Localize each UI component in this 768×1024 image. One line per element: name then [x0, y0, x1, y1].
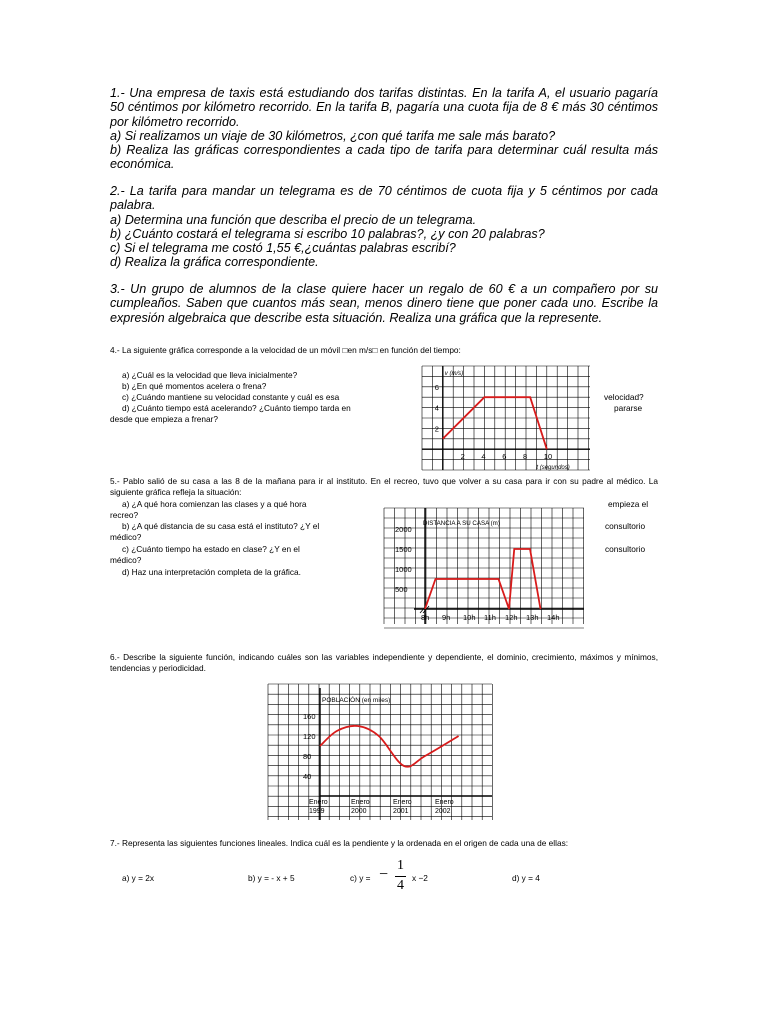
problem-2-a: a) Determina una función que describa el precio de un telegrama.	[110, 212, 477, 227]
fraction-numerator: 1	[397, 858, 404, 873]
x-tick-label: 8	[523, 452, 528, 462]
problem-4-d-end: pararse	[614, 403, 643, 413]
x-axis-label: t (segundos)	[536, 465, 570, 472]
problem-5-b: b) ¿A qué distancia de su casa está el instituto? ¿Y el	[122, 521, 320, 531]
x-tick-label: Enero 2000	[351, 799, 370, 815]
y-tick-label: 120	[303, 732, 316, 741]
function-a: a) y = 2x	[122, 873, 155, 883]
y-tick-label: 2	[434, 424, 439, 434]
problem-5-a-end: empieza el	[608, 499, 649, 509]
problem-4-c: c) ¿Cuándo mantiene su velocidad constante y cuál es esa	[122, 392, 340, 402]
problem-2-intro: 2.- La tarifa para mandar un telegrama es de 70 céntimos de cuota fija y 5 céntimos por cada palabra.	[110, 184, 658, 213]
problem-5-d: d) Haz una interpretación completa de la gráfica.	[122, 567, 301, 577]
problem-5-b-end: consultorio	[605, 521, 646, 531]
y-axis-label: POBLACIÓN (en miles)	[322, 697, 391, 704]
problem-1	[110, 86, 658, 172]
function-c-rest: x −2	[412, 873, 428, 883]
y-tick-label: 80	[303, 752, 312, 761]
x-tick-label: 8h	[421, 613, 430, 622]
problem-4-b: b) ¿En qué momentos acelera o frena?	[122, 381, 267, 391]
velocity-chart	[422, 366, 590, 470]
population-chart	[268, 684, 492, 820]
problem-6: 6.- Describe la siguiente función, indicando cuáles son las variables independiente y dependiente, el dominio, crecimiento, máximos y mínimos, tendencias y periodicidad.	[110, 652, 658, 673]
fraction-denominator: 4	[397, 878, 404, 893]
problem-3: 3.- Un grupo de alumnos de la clase quiere hacer un regalo de 60 € a un compañero por su cumpleaños. Saben que cuantos más sean, menos dinero tiene que poner cada uno. Escribe la expresión algebraica que describe esta situación. Realiza una gráfica que la represente.	[110, 282, 658, 325]
problem-4-c-end: velocidad?	[604, 392, 644, 402]
x-tick-label: 10	[543, 452, 553, 462]
problem-4-a: a) ¿Cuál es la velocidad que lleva inicialmente?	[122, 370, 298, 380]
function-d: d) y = 4	[512, 873, 540, 883]
fraction-bar	[395, 876, 406, 877]
problem-5-b-cont: médico?	[110, 532, 142, 542]
x-tick-label: Enero 1999	[309, 799, 328, 815]
problem-4-title: 4.- La siguiente gráfica corresponde a la velocidad de un móvil □en m/s□ en función del tiempo:	[110, 345, 461, 355]
problem-1-intro: 1.- Una empresa de taxis está estudiando dos tarifas distintas. En la tarifa A, el usuario pagaría 50 céntimos por kilómetro recorrido. En la tarifa B, pagaría una cuota fija de 8 € más 30 céntimos por kilómetro recorrido.	[110, 86, 658, 129]
problem-5-c: c) ¿Cuánto tiempo ha estado en clase? ¿Y en el	[122, 544, 300, 554]
y-tick-label: 40	[303, 772, 312, 781]
y-tick-label: 1500	[395, 545, 412, 554]
problem-2-d: d) Realiza la gráfica correspondiente.	[110, 255, 319, 270]
problem-2	[110, 184, 658, 270]
problem-2-b: b) ¿Cuánto costará el telegrama si escribo 10 palabras?, ¿y con 20 palabras?	[110, 226, 545, 241]
problem-1-b: b) Realiza las gráficas correspondientes a cada tipo de tarifa para determinar cuál resulta más económica.	[110, 143, 658, 172]
population-curve	[320, 726, 459, 767]
x-tick-label: 10h	[463, 613, 476, 622]
distance-chart	[384, 508, 584, 624]
x-tick-label: 2	[460, 452, 465, 462]
y-tick-label: 4	[434, 403, 439, 413]
y-tick-label: 2000	[395, 525, 412, 534]
x-tick-label: 13h	[526, 613, 539, 622]
y-axis-label: v (m/s)	[444, 371, 464, 377]
problem-5-intro: 5.- Pablo salió de su casa a las 8 de la mañana para ir al instituto. En el recreo, tuvo que volver a su casa para ir con su padre al médico. La siguiente gráfica refleja la situación:	[110, 476, 658, 497]
problem-4-d: d) ¿Cuánto tiempo está acelerando? ¿Cuánto tiempo tarda en	[122, 403, 351, 413]
y-axis-label: DISTANCIA A SU CASA (m)	[423, 520, 500, 527]
x-tick-label: Enero 2001	[393, 799, 412, 815]
problem-5-a-cont: recreo?	[110, 510, 139, 520]
x-tick-label: 11h	[484, 613, 496, 622]
x-tick-label: Enero 2002	[435, 799, 454, 815]
y-tick-label: 6	[434, 382, 439, 392]
x-tick-label: 9h	[442, 613, 451, 622]
x-tick-label: 4	[481, 452, 486, 462]
problem-4-d-cont: desde que empieza a frenar?	[110, 414, 218, 424]
x-tick-label: 12h	[505, 613, 518, 622]
y-tick-label: 500	[395, 585, 408, 594]
function-b: b) y = - x + 5	[248, 873, 295, 883]
problem-5-c-cont: médico?	[110, 555, 142, 565]
x-tick-label: 6	[502, 452, 507, 462]
problem-5-c-end: consultorio	[605, 544, 646, 554]
minus-sign: −	[379, 866, 389, 883]
problem-2-c: c) Si el telegrama me costó 1,55 €,¿cuántas palabras escribí?	[110, 241, 456, 256]
y-tick-label: 1000	[395, 565, 412, 574]
function-c-label: c) y =	[350, 873, 371, 883]
problem-1-a: a) Si realizamos un viaje de 30 kilómetros, ¿con qué tarifa me sale más barato?	[110, 128, 556, 143]
problem-5-a: a) ¿A qué hora comienzan las clases y a qué hora	[122, 499, 307, 509]
y-tick-label: 160	[303, 712, 316, 721]
problem-7: 7.- Representa las siguientes funciones lineales. Indica cuál es la pendiente y la ordenada en el origen de cada una de ellas:	[110, 838, 569, 848]
x-tick-label: 14h	[547, 613, 560, 622]
